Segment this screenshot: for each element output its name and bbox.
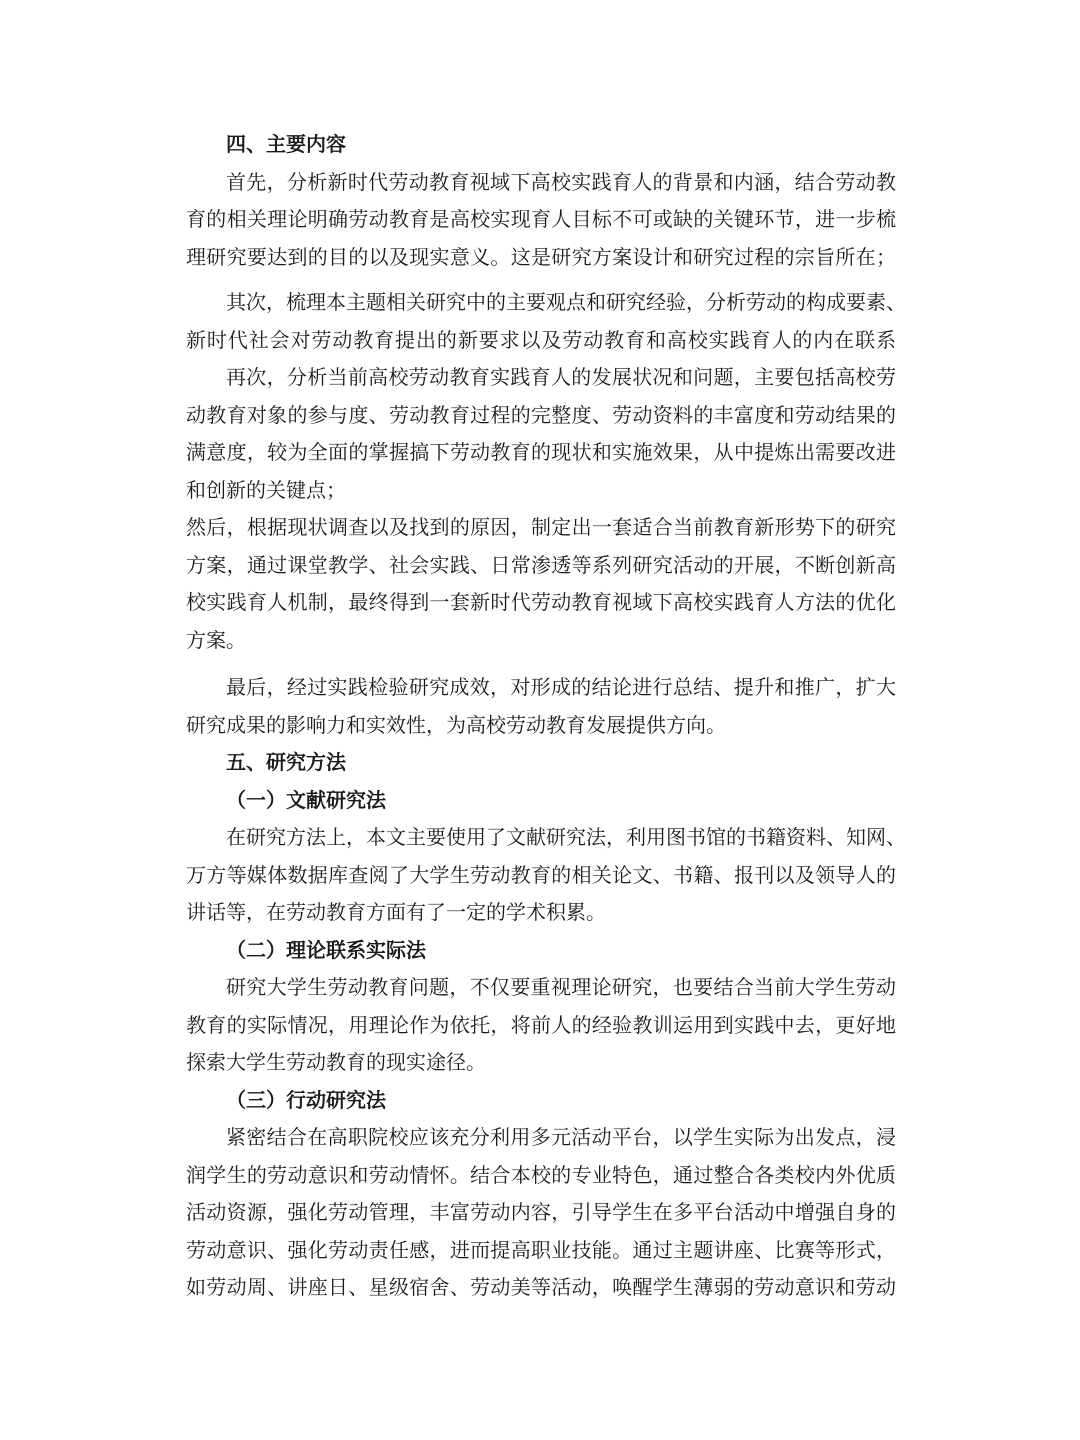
- text-line: 育的相关理论明确劳动教育是高校实现育人目标不可或缺的关键环节，进一步梳: [186, 207, 896, 231]
- text-line: 理研究要达到的目的以及现实意义。这是研究方案设计和研究过程的宗旨所在；: [186, 244, 896, 269]
- text-line: 和创新的关键点；: [186, 477, 346, 502]
- text-line: 活动资源，强化劳动管理，丰富劳动内容，引导学生在多平台活动中增强自身的: [186, 1200, 896, 1224]
- text-line: 紧密结合在高职院校应该充分利用多元活动平台，以学生实际为出发点，浸: [226, 1125, 896, 1149]
- text-line: 首先，分析新时代劳动教育视域下高校实践育人的背景和内涵，结合劳动教: [226, 169, 896, 194]
- text-line: 校实践育人机制，最终得到一套新时代劳动教育视域下高校实践育人方法的优化: [186, 590, 896, 614]
- section-heading-research-methods: 五、研究方法: [226, 750, 346, 774]
- text-line: 再次，分析当前高校劳动教育实践育人的发展状况和问题，主要包括高校劳: [226, 365, 896, 389]
- text-line: 如劳动周、讲座日、星级宿舍、劳动美等活动，唤醒学生薄弱的劳动意识和劳动: [186, 1275, 896, 1299]
- paragraph-first: [186, 164, 896, 277]
- paragraph-fifth: [186, 669, 896, 744]
- paragraph-literature-research: [186, 819, 906, 932]
- text-line: 劳动意识、强化劳动责任感，进而提高职业技能。通过主题讲座、比赛等形式，: [186, 1237, 896, 1262]
- paragraph-third: [186, 359, 896, 509]
- paragraph-theory-practice: [186, 969, 896, 1082]
- text-line: 万方等媒体数据库查阅了大学生劳动教育的相关论文、书籍、报刊以及领导人的: [186, 862, 896, 887]
- text-line: 动教育对象的参与度、劳动教育过程的完整度、劳动资料的丰富度和劳动结果的: [186, 402, 896, 427]
- text-line: 然后，根据现状调查以及找到的原因，制定出一套适合当前教育新形势下的研究: [186, 515, 896, 539]
- text-line: 最后，经过实践检验研究成效，对形成的结论进行总结、提升和推广，扩大: [226, 675, 896, 699]
- subheading-action-research: （三）行动研究法: [226, 1087, 386, 1112]
- text-line: 教育的实际情况，用理论作为依托，将前人的经验教训运用到实践中去，更好地: [186, 1012, 896, 1037]
- text-line: 方案。: [186, 627, 246, 652]
- paragraph-second: [186, 284, 906, 359]
- text-line: 探索大学生劳动教育的现实途径。: [186, 1050, 486, 1074]
- text-line: 在研究方法上，本文主要使用了文献研究法，利用图书馆的书籍资料、知网、: [226, 825, 906, 849]
- text-line: 研究成果的影响力和实效性，为高校劳动教育发展提供方向。: [186, 712, 726, 737]
- text-line: 新时代社会对劳动教育提出的新要求以及劳动教育和高校实践育人的内在联系: [186, 327, 896, 352]
- text-line: 其次，梳理本主题相关研究中的主要观点和研究经验，分析劳动的构成要素、: [226, 290, 906, 314]
- subheading-theory-practice: （二）理论联系实际法: [226, 937, 426, 962]
- paragraph-fourth: [186, 509, 896, 659]
- text-line: 方案，通过课堂教学、社会实践、日常渗透等系列研究活动的开展，不断创新高: [186, 552, 896, 577]
- text-line: 润学生的劳动意识和劳动情怀。结合本校的专业特色，通过整合各类校内外优质: [186, 1162, 896, 1187]
- text-line: 讲话等，在劳动教育方面有了一定的学术积累。: [186, 900, 606, 924]
- text-line: 满意度，较为全面的掌握搞下劳动教育的现状和实施效果，从中提炼出需要改进: [186, 440, 896, 464]
- document-page: [186, 126, 906, 1307]
- section-heading-main-content: 四、主要内容: [226, 132, 346, 156]
- paragraph-action-research: [186, 1119, 896, 1307]
- text-line: 研究大学生劳动教育问题，不仅要重视理论研究，也要结合当前大学生劳动: [226, 975, 896, 999]
- subheading-literature-research: （一）文献研究法: [226, 787, 386, 812]
